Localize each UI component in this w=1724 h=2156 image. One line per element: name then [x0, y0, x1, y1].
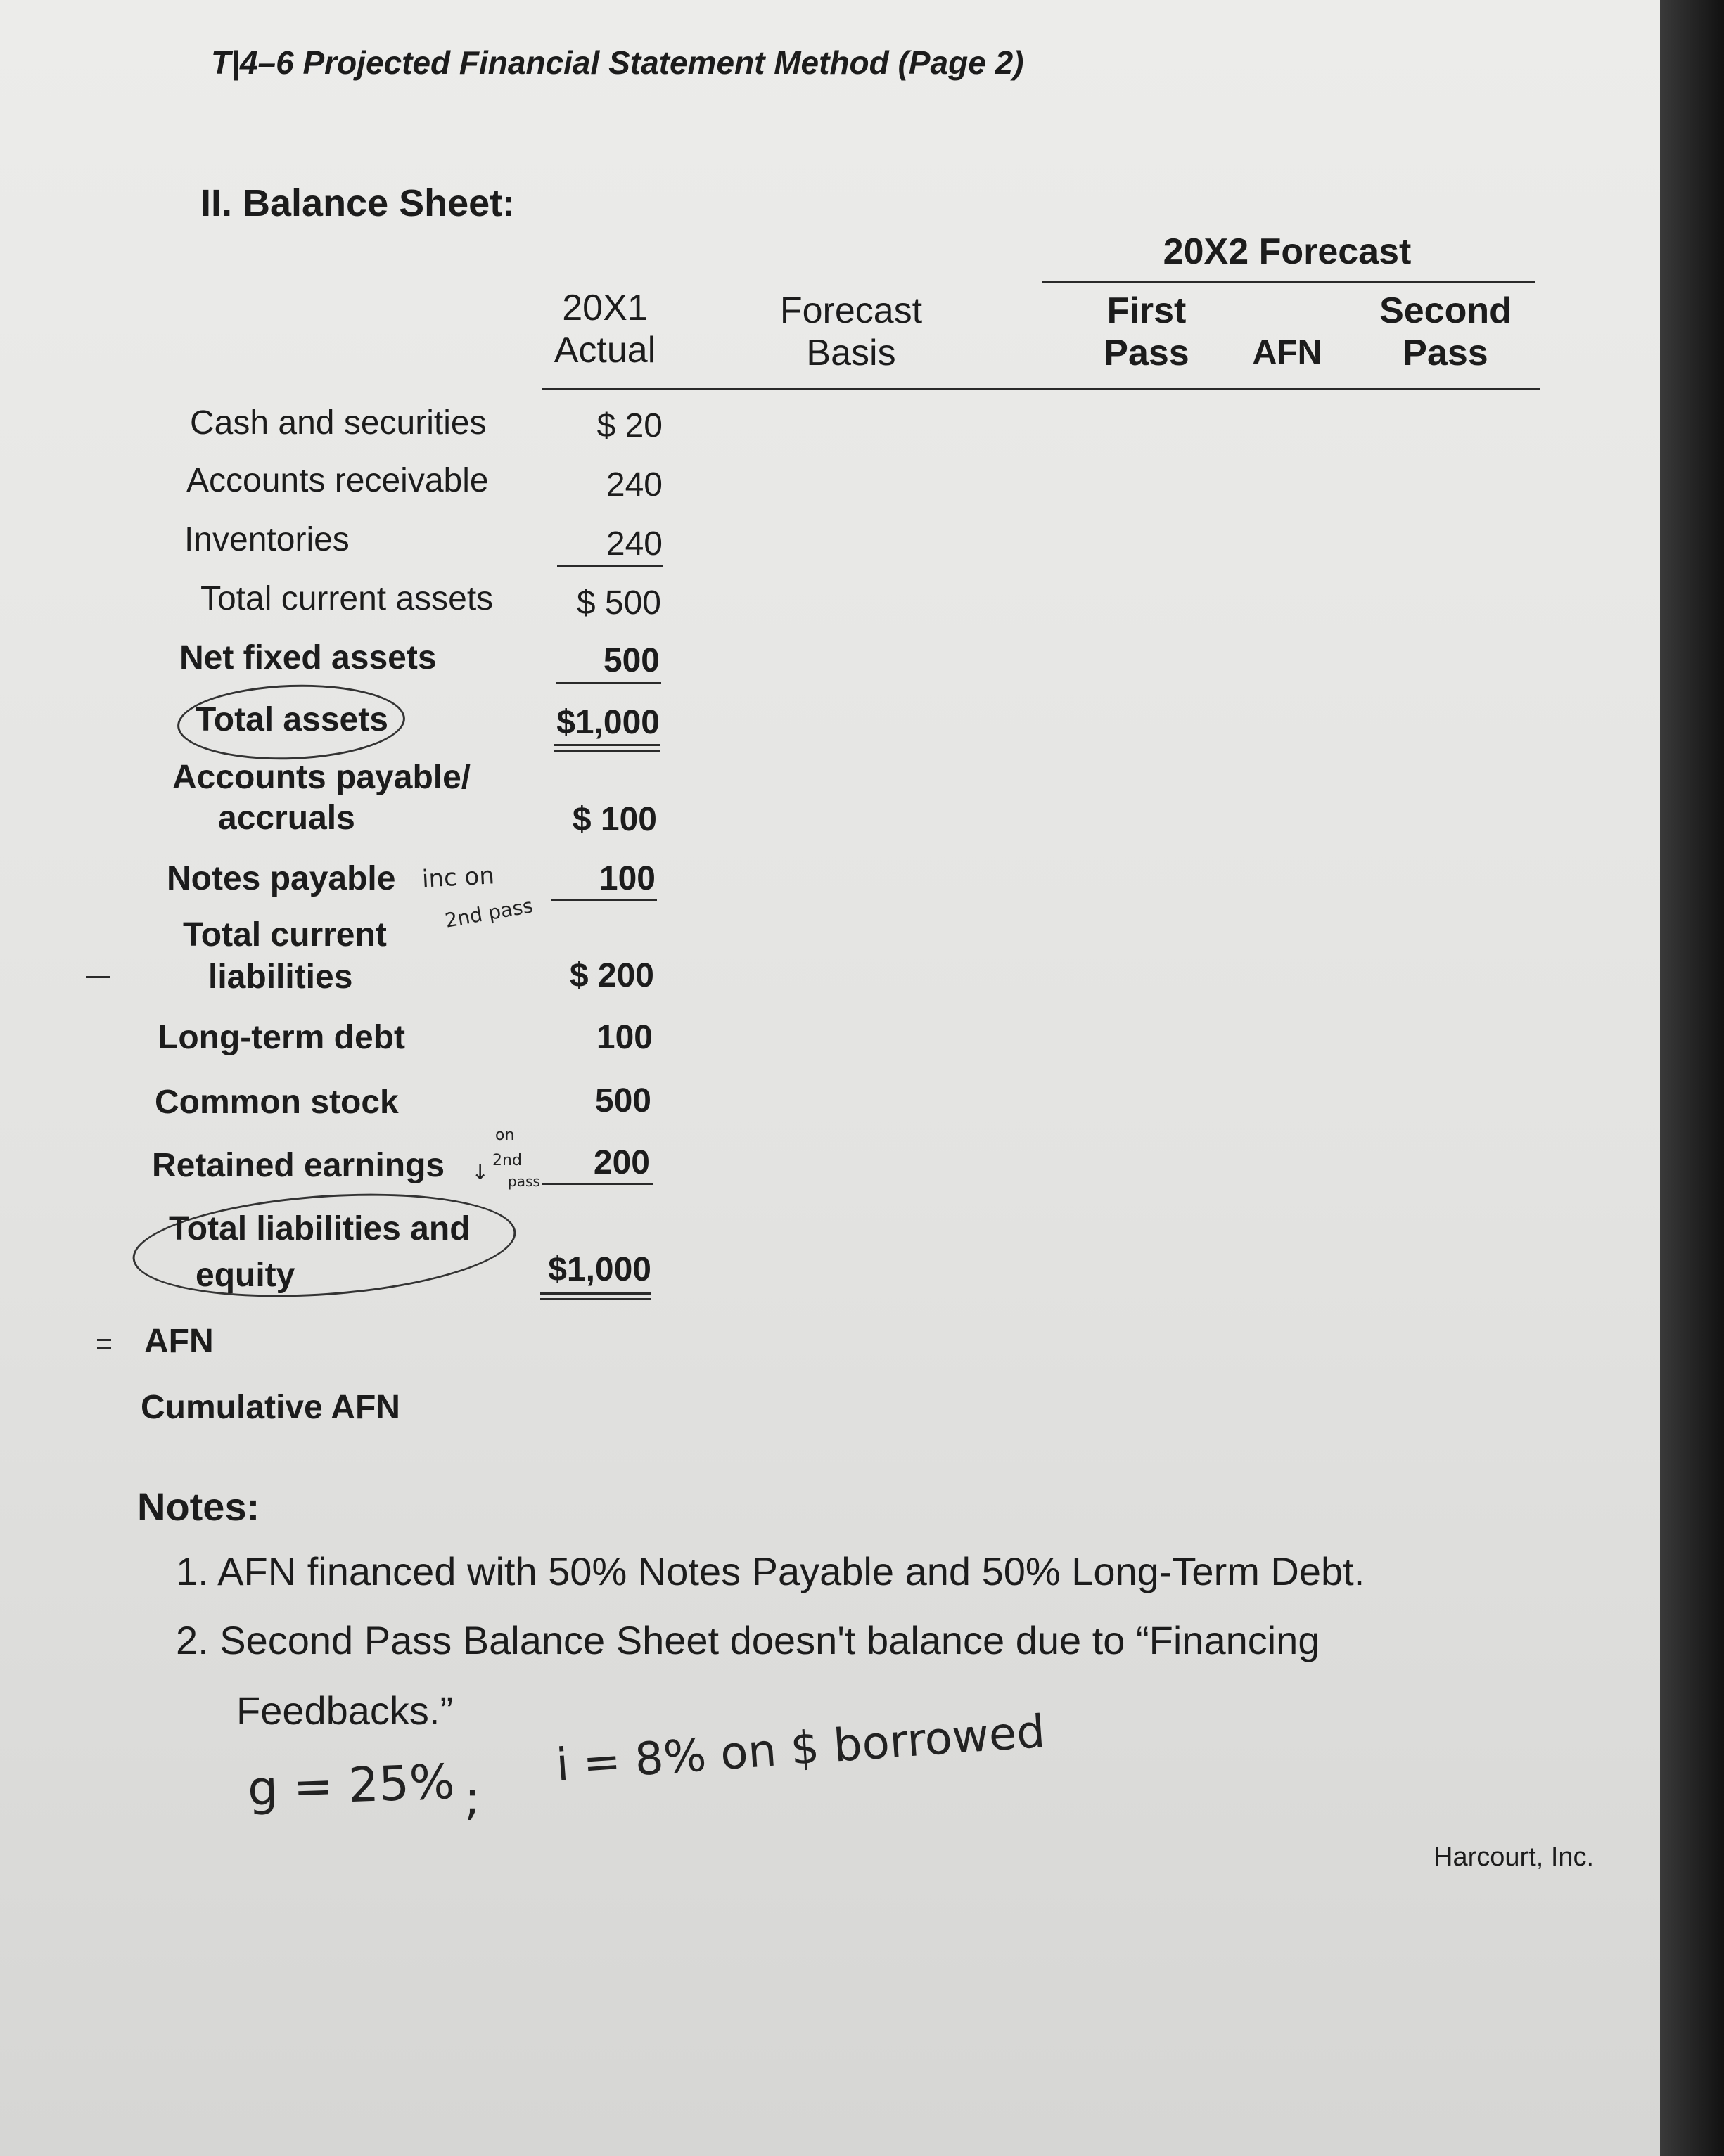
forecast-group-rule — [1042, 281, 1535, 283]
row-value-receivables: 240 — [606, 466, 663, 503]
subtotal-rule-assets — [557, 565, 663, 567]
margin-equals-mark-2 — [97, 1347, 111, 1349]
row-value-notes-payable: 100 — [599, 860, 656, 897]
col-actual-label: Actual — [554, 330, 656, 371]
row-label-notes-payable: Notes payable — [167, 860, 396, 897]
col-first-pass-line2: Pass — [1104, 333, 1189, 373]
row-label-liabilities: liabilities — [208, 958, 353, 996]
handwritten-note-2nd-pass: 2nd pass — [443, 894, 535, 932]
header-rule — [542, 388, 1540, 390]
col-actual-header — [535, 287, 675, 371]
row-label-total-current-assets: Total current assets — [200, 580, 494, 617]
note-item-1: 1. AFN financed with 50% Notes Payable and 50% Long-Term Debt. — [176, 1549, 1365, 1593]
note-item-2-continued: Feedbacks.” — [236, 1688, 454, 1733]
double-rule-total-assets-2 — [554, 750, 660, 752]
row-label-cumulative-afn: Cumulative AFN — [141, 1389, 400, 1426]
row-value-net-fixed-assets: 500 — [603, 642, 660, 679]
double-rule-total-le-2 — [540, 1298, 651, 1300]
subtotal-rule-equity — [542, 1183, 653, 1185]
col-basis-line2: Basis — [806, 333, 896, 373]
page-header: T|4–6 Projected Financial Statement Method (Page 2) — [211, 44, 1024, 81]
row-value-retained-earnings: 200 — [593, 1144, 650, 1181]
row-value-cash: $ 20 — [596, 407, 663, 444]
forecast-group-header: 20X2 Forecast — [1163, 231, 1412, 272]
row-value-long-term-debt: 100 — [596, 1019, 653, 1056]
handwritten-note-inc-on: inc on — [421, 861, 495, 894]
col-second-pass-header — [1358, 290, 1533, 374]
row-value-total-current-liabilities: $ 200 — [569, 957, 654, 994]
row-label-retained-earnings: Retained earnings — [152, 1147, 445, 1184]
col-basis-header — [753, 290, 950, 374]
handwritten-arrow-down: ↓ — [471, 1160, 490, 1185]
row-value-total-liabilities-equity: $1,000 — [548, 1251, 651, 1288]
margin-equals-mark-1 — [97, 1339, 111, 1341]
row-label-receivables: Accounts receivable — [186, 462, 489, 499]
row-label-total-liabilities: Total liabilities and — [169, 1210, 471, 1247]
row-value-total-assets: $1,000 — [556, 704, 660, 741]
col-afn-header: AFN — [1252, 334, 1322, 371]
handwritten-note-2nd: 2nd — [492, 1152, 522, 1169]
dark-background-edge — [1660, 0, 1724, 2156]
row-label-total-current: Total current — [183, 916, 387, 954]
col-actual-year: 20X1 — [562, 288, 648, 328]
row-label-accounts-payable: Accounts payable/ — [172, 759, 471, 796]
row-label-afn: AFN — [144, 1323, 214, 1360]
row-label-net-fixed-assets: Net fixed assets — [179, 639, 437, 676]
col-second-pass-line1: Second — [1379, 290, 1512, 331]
row-label-total-assets: Total assets — [196, 701, 388, 738]
handwritten-note-pass: pass — [508, 1173, 540, 1190]
row-label-inventories: Inventories — [184, 521, 350, 558]
double-rule-total-le-1 — [540, 1292, 651, 1295]
row-label-accruals: accruals — [218, 800, 355, 837]
double-rule-total-assets-1 — [554, 744, 660, 746]
row-value-accounts-payable: $ 100 — [572, 801, 657, 838]
note-item-2: 2. Second Pass Balance Sheet doesn't balance due to “Financing — [176, 1618, 1320, 1662]
col-first-pass-header — [1076, 290, 1217, 374]
col-second-pass-line2: Pass — [1403, 333, 1488, 373]
handwritten-separator: ; — [464, 1771, 480, 1826]
col-basis-line1: Forecast — [779, 290, 923, 331]
row-label-long-term-debt: Long-term debt — [158, 1019, 405, 1056]
row-label-common-stock: Common stock — [155, 1084, 399, 1121]
subtotal-rule-liabilities — [551, 899, 657, 901]
section-title: II. Balance Sheet: — [200, 182, 516, 224]
row-value-total-current-assets: $ 500 — [576, 584, 661, 622]
col-first-pass-line1: First — [1106, 290, 1187, 331]
handwritten-note-on: on — [495, 1127, 515, 1144]
row-value-inventories: 240 — [606, 525, 663, 563]
subtotal-rule-fixed — [556, 682, 661, 684]
row-label-equity: equity — [196, 1257, 295, 1294]
handwritten-interest-rate: i = 8% on $ borrowed — [554, 1705, 1047, 1792]
handwritten-growth-rate: g = 25% — [246, 1754, 456, 1818]
margin-dash-mark — [86, 976, 110, 978]
notes-title: Notes: — [137, 1484, 260, 1529]
publisher-footer: Harcourt, Inc. — [1434, 1842, 1595, 1872]
row-value-common-stock: 500 — [594, 1082, 651, 1119]
row-label-cash: Cash and securities — [190, 404, 487, 442]
